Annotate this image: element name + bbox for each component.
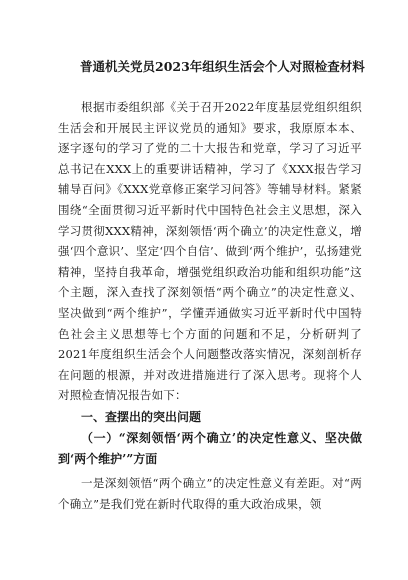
subsection-heading: （一）“深刻领悟‘两个确立’的决定性意义、坚决做到‘两个维护’”方面	[58, 430, 362, 466]
section-heading: 一、查摆出的突出问题	[81, 409, 202, 424]
intro-paragraph: 根据市委组织部《关于召开2022年度基层党组织组织生活会和开展民主评议党员的通知》要求，我原原本本、逐字逐句的学习了党的二十大报告和党章，学习了习近平总书记在XXX上的重要讲话精神，学习了《XXX报告学习辅导百问》《XXX党章修正案学习问答》等辅导材料。紧紧围绕“全面贯彻习近平新时代中国特色社会主义思想，深入学习贯彻XXX精神，深刻领悟‘两个确立’的决定性意义，增强‘四个意识’、坚定‘四个自信’、做到‘两个维护’，弘扬建党精神，坚持自我革命，增强党组织政治功能和组织功能”这个主题，深入查找了深刻领悟“两个确立”的决定性意义、坚决做到“两个维护”，学懂弄通做实习近平新时代中国特色社会主义思想等七个方面的问题和不足，分析研判了2021年度组织生活会个人问题整改落实情况，深刻剖析存在问题的根源，并对改进措施进行了深入思考。现将个人对照检查情况报告如下：	[58, 100, 362, 403]
body-paragraph: 一是深刻领悟“两个确立”的决定性意义有差距。对“两个确立”是我们党在新时代取得的重大政治成果，领	[58, 475, 362, 511]
document-title: 普通机关党员2023年组织生活会个人对照检查材料	[80, 59, 365, 74]
